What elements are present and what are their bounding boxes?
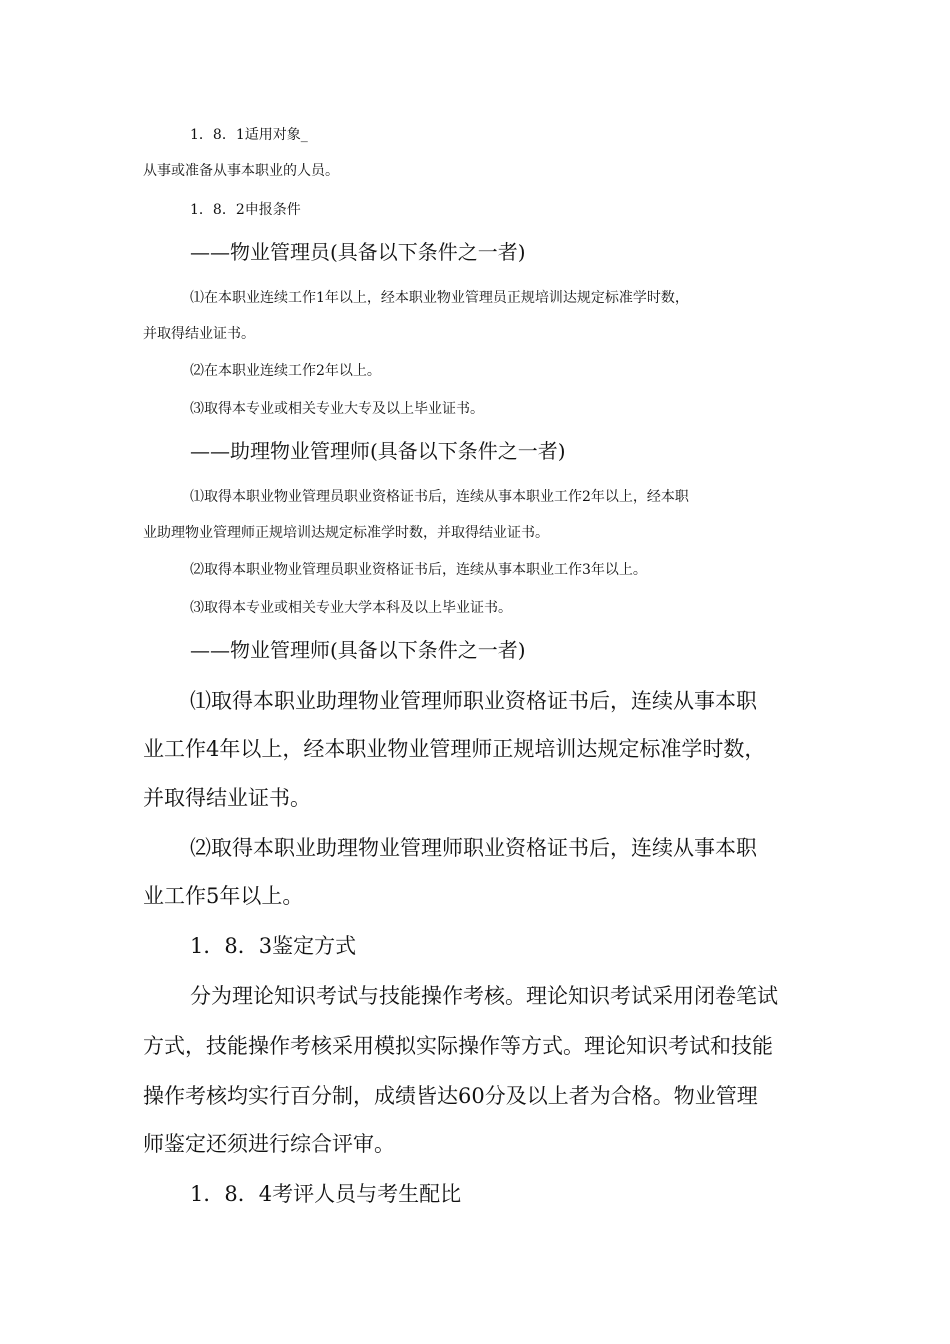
level-heading-property-administrator: ——物业管理员(具备以下条件之一者) bbox=[190, 240, 526, 264]
assessment-method-line2: 方式，技能操作考核采用模拟实际操作等方式。理论知识考试和技能 bbox=[143, 1034, 773, 1058]
section-heading-1-8-4: 1．8．4考评人员与考生配比 bbox=[190, 1182, 462, 1206]
level1-condition-1-line2: 并取得结业证书。 bbox=[143, 326, 255, 342]
level3-condition-2-line2: 业工作5年以上。 bbox=[143, 884, 304, 908]
level3-condition-2-line1: ⑵取得本职业助理物业管理师职业资格证书后，连续从事本职 bbox=[190, 836, 757, 860]
level3-condition-1-line1: ⑴取得本职业助理物业管理师职业资格证书后，连续从事本职 bbox=[190, 689, 757, 713]
level1-condition-3: ⑶取得本专业或相关专业大专及以上毕业证书。 bbox=[190, 401, 484, 417]
level3-condition-1-line3: 并取得结业证书。 bbox=[143, 786, 311, 810]
level1-condition-2: ⑵在本职业连续工作2年以上。 bbox=[190, 363, 381, 379]
section-heading-1-8-3: 1．8．3鉴定方式 bbox=[190, 934, 357, 958]
level-heading-assistant-property-manager: ——助理物业管理师(具备以下条件之一者) bbox=[190, 439, 566, 463]
section-heading-1-8-2: 1．8．2申报条件 bbox=[190, 202, 301, 218]
assessment-method-line4: 师鉴定还须进行综合评审。 bbox=[143, 1132, 395, 1156]
level2-condition-3: ⑶取得本专业或相关专业大学本科及以上毕业证书。 bbox=[190, 600, 512, 616]
level1-condition-1-line1: ⑴在本职业连续工作1年以上，经本职业物业管理员正规培训达规定标准学时数， bbox=[190, 290, 689, 306]
level2-condition-1-line2: 业助理物业管理师正规培训达规定标准学时数，并取得结业证书。 bbox=[143, 525, 549, 541]
applicable-target-text: 从事或准备从事本职业的人员。 bbox=[143, 163, 339, 179]
assessment-method-line1: 分为理论知识考试与技能操作考核。理论知识考试采用闭卷笔试 bbox=[190, 984, 778, 1008]
level-heading-property-manager: ——物业管理师(具备以下条件之一者) bbox=[190, 638, 526, 662]
level2-condition-1-line1: ⑴取得本职业物业管理员职业资格证书后，连续从事本职业工作2年以上，经本职 bbox=[190, 489, 689, 505]
assessment-method-line3: 操作考核均实行百分制，成绩皆达60分及以上者为合格。物业管理 bbox=[143, 1084, 758, 1108]
level3-condition-1-line2: 业工作4年以上，经本职业物业管理师正规培训达规定标准学时数， bbox=[143, 737, 766, 761]
section-heading-1-8-1: 1．8．1适用对象_ bbox=[190, 127, 308, 143]
level2-condition-2: ⑵取得本职业物业管理员职业资格证书后，连续从事本职业工作3年以上。 bbox=[190, 562, 647, 578]
